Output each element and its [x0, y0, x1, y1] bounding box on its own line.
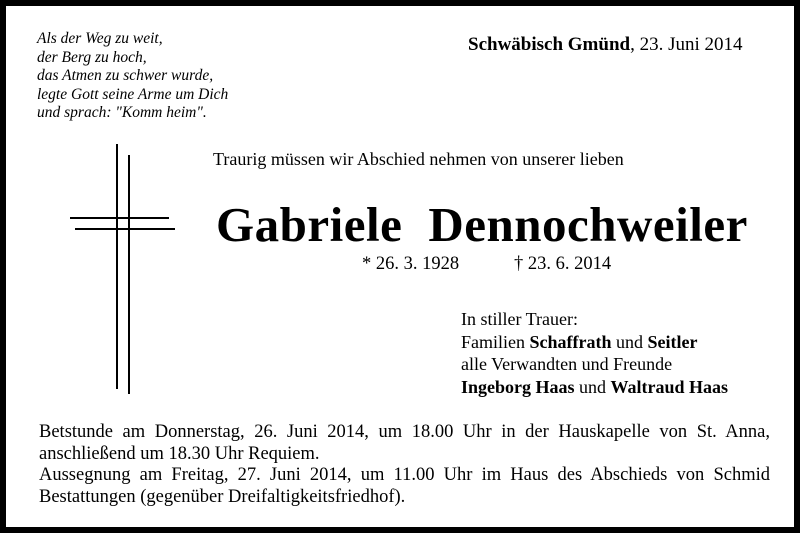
poem-line: und sprach: "Komm heim".	[37, 104, 207, 121]
poem-line: legte Gott seine Arme um Dich	[37, 85, 229, 103]
death-date: † 23. 6. 2014	[514, 254, 612, 274]
last-name: Dennochweiler	[428, 197, 748, 252]
conjunction: und	[611, 331, 648, 352]
relatives-line: alle Verwandten und Freunde	[461, 354, 673, 374]
prayer-service-text: Betstunde am Donnerstag, 26. Juni 2014, um 18.00 Uhr in der Hauskapelle von St. Anna, anschließend um 18.30 Uhr Requiem.	[39, 422, 770, 464]
cross-vertical-line	[128, 155, 130, 394]
service-details	[39, 422, 770, 508]
cross-horizontal-line	[75, 228, 175, 230]
poem-line: das Atmen zu schwer wurde,	[37, 67, 214, 84]
blessing-service-text: Aussegnung am Freitag, 27. Juni 2014, um 11.00 Uhr im Haus des Abschieds von Schmid Bestattungen (gegenüber Dreifaltigkeitsfriedhof).	[39, 465, 770, 507]
family-name: Seitler	[647, 331, 698, 352]
date: , 23. Juni 2014	[630, 34, 743, 55]
poem-line: der Berg zu hoch,	[37, 48, 147, 66]
families-line	[461, 331, 728, 354]
intro-line: Traurig müssen wir Abschied nehmen von unserer lieben	[213, 149, 624, 169]
place: Schwäbisch Gmünd	[468, 34, 631, 55]
conjunction: und	[574, 376, 611, 397]
mourners-block	[461, 308, 728, 398]
cross-vertical-line	[116, 144, 118, 389]
family-name: Schaffrath	[529, 331, 612, 352]
person-name: Ingeborg Haas	[461, 376, 575, 397]
first-name: Gabriele	[216, 197, 403, 252]
cross-horizontal-line	[70, 217, 169, 219]
deceased-name	[216, 196, 748, 253]
birth-date: * 26. 3. 1928	[362, 254, 460, 274]
mourners-heading: In stiller Trauer:	[461, 309, 578, 329]
families-prefix: Familien	[461, 331, 530, 352]
persons-line	[461, 376, 728, 399]
poem-line: Als der Weg zu weit,	[37, 30, 163, 47]
person-name: Waltraud Haas	[610, 376, 729, 397]
